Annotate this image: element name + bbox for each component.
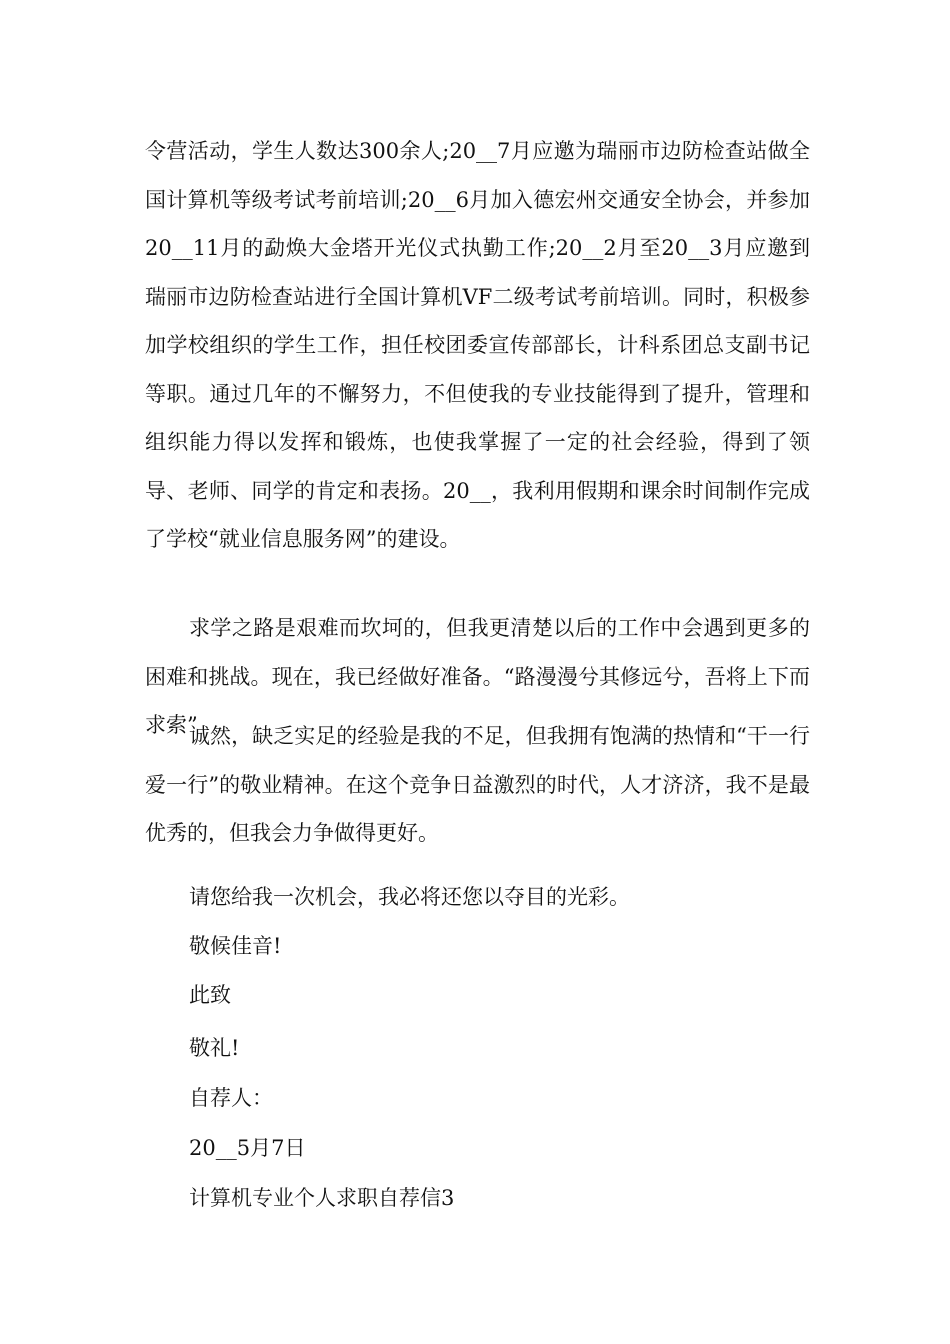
paragraph-experience: 令营活动，学生人数达300余人;20__7月应邀为瑞丽市边防检查站做全国计算机等级考试考前培训;20__6月加入德宏州交通安全协会，并参加20__11月的勐焕大金塔开光仪式执勤工作;20__2月至20__3月应邀到瑞丽市边防检查站进行全国计算机VF二级考试考前培训。同时，积极参加学校组织的学生工作，担任校团委宣传部部长，计科系团总支副书记等职。通过几年的不懈努力，不但使我的专业技能得到了提升，管理和组织能力得以发挥和锻炼，也使我掌握了一定的社会经验，得到了领导、老师、同学的肯定和表扬。20__，我利用假期和课余时间制作完成了学校“就业信息服务网”的建设。 <box>145 139 810 551</box>
request-line: 请您给我一次机会，我必将还您以夺目的光彩。 <box>189 885 630 909</box>
next-letter-title: 计算机专业个人求职自荐信3 <box>189 1186 455 1210</box>
signer-line: 自荐人： <box>189 1086 273 1110</box>
paragraph-challenge: 求学之路是艰难而坎坷的，但我更清楚以后的工作中会遇到更多的困难和挑战。现在，我已经做好准备。“路漫漫兮其修远兮，吾将上下而求索” <box>145 616 810 737</box>
body-paragraph-block-1 <box>145 127 810 564</box>
await-reply-line: 敬候佳音! <box>189 934 282 958</box>
salutation-line: 此致 <box>189 983 231 1007</box>
date-line: 20__5月7日 <box>189 1136 306 1160</box>
regards-line: 敬礼! <box>189 1036 240 1060</box>
body-paragraph-block-3 <box>145 712 810 858</box>
paragraph-passion: 诚然，缺乏实足的经验是我的不足，但我拥有饱满的热情和“干一行爱一行”的敬业精神。在这个竞争日益激烈的时代，人才济济，我不是最优秀的，但我会力争做得更好。 <box>145 724 810 845</box>
